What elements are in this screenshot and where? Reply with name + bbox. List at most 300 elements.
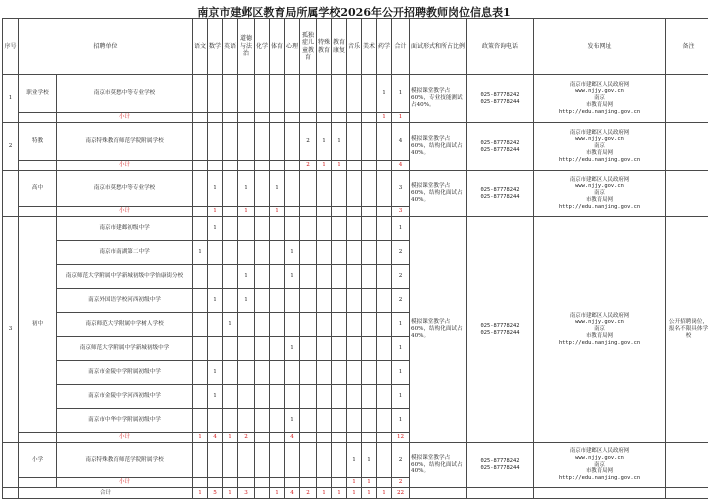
grand-total-label: 合计 xyxy=(19,488,193,499)
count-cell xyxy=(347,265,362,289)
seq-cell xyxy=(3,171,19,217)
count-cell xyxy=(377,337,392,361)
subtotal-count: 1 xyxy=(347,478,362,488)
count-cell xyxy=(270,217,285,241)
count-cell xyxy=(255,337,270,361)
seq-cell: 3 xyxy=(3,217,19,443)
total-cell: 2 xyxy=(392,443,410,478)
header-subject: 特殊教育 xyxy=(317,19,332,75)
subtotal-count xyxy=(362,207,377,217)
count-cell xyxy=(193,443,208,478)
count-cell xyxy=(270,337,285,361)
text-line: 025-87778244 xyxy=(480,146,520,153)
subtotal-count xyxy=(270,478,285,488)
site-cell xyxy=(534,171,666,217)
count-cell xyxy=(300,217,317,241)
text-line: 025-87778244 xyxy=(480,465,520,471)
count-cell xyxy=(238,385,255,409)
count-cell xyxy=(377,361,392,385)
phone-cell xyxy=(467,171,534,217)
subtotal-count xyxy=(317,113,332,123)
subtotal-count xyxy=(300,113,317,123)
grand-total-count: 1 xyxy=(362,488,377,499)
count-cell xyxy=(332,361,347,385)
count-cell xyxy=(238,443,255,478)
count-cell xyxy=(300,241,317,265)
text-line: 025-87778244 xyxy=(480,329,520,336)
count-cell xyxy=(317,361,332,385)
text-line: 南京 xyxy=(594,95,605,102)
subtotal-total: 3 xyxy=(392,207,410,217)
category-cell xyxy=(19,207,57,217)
subtotal-count xyxy=(193,207,208,217)
count-cell xyxy=(317,217,332,241)
text-line: http://edu.nanjing.gov.cn xyxy=(558,156,641,163)
count-cell xyxy=(362,385,377,409)
text-line: 南京市建邺区人民政府网 xyxy=(569,448,630,455)
header-site: 发布网址 xyxy=(534,19,666,75)
subtotal-count: 4 xyxy=(285,433,300,443)
category-cell: 职业学校 xyxy=(19,75,57,113)
count-cell xyxy=(223,289,238,313)
count-cell xyxy=(300,265,317,289)
header-subject: 体育 xyxy=(270,19,285,75)
count-cell xyxy=(255,171,270,207)
subtotal-count: 1 xyxy=(208,207,223,217)
grand-total-count: 1 xyxy=(332,488,347,499)
count-cell xyxy=(193,337,208,361)
text-line: www.njjy.gov.cn xyxy=(575,136,624,143)
grand-total-count xyxy=(255,488,270,499)
grand-total-count: 1 xyxy=(377,488,392,499)
subtotal-label: 小计 xyxy=(57,478,193,488)
count-cell xyxy=(270,313,285,337)
count-cell xyxy=(208,241,223,265)
subtotal-count xyxy=(223,113,238,123)
count-cell xyxy=(347,217,362,241)
count-cell xyxy=(270,289,285,313)
subtotal-total: 4 xyxy=(392,161,410,171)
count-cell: 1 xyxy=(317,123,332,161)
grand-total-count: 4 xyxy=(285,488,300,499)
count-cell xyxy=(270,241,285,265)
subtotal-count xyxy=(270,433,285,443)
text-line: 市教育局网 xyxy=(586,149,613,156)
count-cell xyxy=(347,241,362,265)
count-cell xyxy=(255,443,270,478)
category-cell: 小学 xyxy=(19,443,57,478)
header-subject: 心理 xyxy=(285,19,300,75)
seq-cell: 2 xyxy=(3,123,19,171)
subtotal-count xyxy=(362,433,377,443)
grand-total-count: 2 xyxy=(300,488,317,499)
header-unit: 招聘单位 xyxy=(19,19,193,75)
count-cell: 1 xyxy=(285,409,300,433)
seq-cell xyxy=(3,443,19,488)
subtotal-count xyxy=(317,433,332,443)
count-cell xyxy=(223,409,238,433)
grand-total-row xyxy=(3,488,708,499)
total-cell: 1 xyxy=(392,217,410,241)
subtotal-count xyxy=(332,433,347,443)
count-cell xyxy=(238,217,255,241)
count-cell xyxy=(285,171,300,207)
header-subject: 语文 xyxy=(193,19,208,75)
count-cell xyxy=(285,443,300,478)
count-cell xyxy=(270,361,285,385)
count-cell xyxy=(285,289,300,313)
count-cell: 1 xyxy=(208,385,223,409)
header-subject: 数学 xyxy=(208,19,223,75)
text-line: 南京 xyxy=(594,143,605,150)
subtotal-count xyxy=(193,478,208,488)
count-cell xyxy=(300,409,317,433)
grand-total-count: 1 xyxy=(347,488,362,499)
count-cell xyxy=(317,171,332,207)
count-cell xyxy=(377,171,392,207)
count-cell xyxy=(377,409,392,433)
text-line: www.njjy.gov.cn xyxy=(575,88,624,95)
count-cell xyxy=(362,361,377,385)
subtotal-count xyxy=(208,161,223,171)
text-line: 025-87778242 xyxy=(480,139,520,146)
note-cell: 公开招聘岗位，报名不限具体学校 xyxy=(666,217,708,443)
subtotal-count xyxy=(362,161,377,171)
subtotal-label: 小计 xyxy=(57,113,193,123)
table-row xyxy=(3,171,708,207)
count-cell xyxy=(285,385,300,409)
subtotal-count xyxy=(362,113,377,123)
count-cell: 1 xyxy=(285,265,300,289)
table-row xyxy=(3,123,708,161)
count-cell xyxy=(285,313,300,337)
subtotal-label: 小计 xyxy=(57,433,193,443)
count-cell: 1 xyxy=(270,171,285,207)
count-cell: 1 xyxy=(238,265,255,289)
count-cell: 1 xyxy=(238,171,255,207)
count-cell xyxy=(285,217,300,241)
count-cell xyxy=(208,313,223,337)
count-cell xyxy=(193,265,208,289)
subtotal-count xyxy=(300,207,317,217)
count-cell xyxy=(377,241,392,265)
phone-cell xyxy=(467,75,534,123)
total-cell: 4 xyxy=(392,123,410,161)
empty-cell xyxy=(666,488,708,499)
count-cell xyxy=(238,361,255,385)
category-cell xyxy=(19,478,57,488)
text-line: 南京市建邺区人民政府网 xyxy=(569,129,630,136)
count-cell xyxy=(223,123,238,161)
count-cell xyxy=(377,123,392,161)
subtotal-label: 小计 xyxy=(57,161,193,171)
count-cell xyxy=(362,337,377,361)
header-subject: 英语 xyxy=(223,19,238,75)
count-cell xyxy=(347,313,362,337)
header-exam: 面试形式和所占比例 xyxy=(410,19,467,75)
count-cell xyxy=(193,171,208,207)
subtotal-count: 1 xyxy=(193,433,208,443)
total-cell: 1 xyxy=(392,337,410,361)
subtotal-count xyxy=(332,478,347,488)
count-cell xyxy=(193,385,208,409)
subtotal-count xyxy=(223,161,238,171)
count-cell xyxy=(317,313,332,337)
subtotal-count xyxy=(238,113,255,123)
count-cell: 1 xyxy=(238,289,255,313)
text-line: www.njjy.gov.cn xyxy=(575,319,624,326)
header-subject: 教育康复 xyxy=(332,19,347,75)
count-cell xyxy=(223,241,238,265)
subtotal-count xyxy=(223,478,238,488)
count-cell xyxy=(332,289,347,313)
empty-cell xyxy=(534,488,666,499)
phone-cell xyxy=(467,217,534,443)
subtotal-count xyxy=(317,478,332,488)
subtotal-count xyxy=(193,161,208,171)
subtotal-count xyxy=(377,433,392,443)
subtotal-count xyxy=(270,161,285,171)
count-cell xyxy=(285,361,300,385)
count-cell xyxy=(300,337,317,361)
count-cell: 1 xyxy=(208,361,223,385)
subtotal-count: 1 xyxy=(238,207,255,217)
unit-cell: 南京市莫愁中等专业学校 xyxy=(57,75,193,113)
count-cell xyxy=(317,241,332,265)
note-cell xyxy=(666,171,708,217)
count-cell xyxy=(208,409,223,433)
exam-cell: 模拟课堂教学占60%，结构化面试占40%。 xyxy=(410,123,467,171)
text-line: 025-87778242 xyxy=(480,322,520,329)
count-cell xyxy=(255,217,270,241)
header-subject: 药学 xyxy=(377,19,392,75)
subtotal-count xyxy=(332,113,347,123)
seq-cell xyxy=(3,488,19,499)
text-line: 市教育局网 xyxy=(586,196,613,203)
unit-cell: 南京市建邺初级中学 xyxy=(57,217,193,241)
text-line: 025-87778242 xyxy=(480,91,520,98)
grand-total-count: 5 xyxy=(208,488,223,499)
count-cell xyxy=(347,123,362,161)
count-cell xyxy=(347,361,362,385)
subtotal-count xyxy=(285,207,300,217)
note-cell xyxy=(666,123,708,171)
count-cell xyxy=(362,241,377,265)
count-cell xyxy=(332,241,347,265)
count-cell xyxy=(223,337,238,361)
site-cell xyxy=(534,75,666,123)
empty-cell xyxy=(467,488,534,499)
text-line: http://edu.nanjing.gov.cn xyxy=(558,339,641,346)
subtotal-count xyxy=(208,478,223,488)
count-cell xyxy=(317,265,332,289)
count-cell xyxy=(255,409,270,433)
header-subject: 音乐 xyxy=(347,19,362,75)
count-cell: 1 xyxy=(208,171,223,207)
subtotal-count xyxy=(347,433,362,443)
count-cell xyxy=(332,171,347,207)
exam-cell: 模拟课堂教学占60%，专业技能测试占40%。 xyxy=(410,75,467,123)
count-cell xyxy=(208,75,223,113)
subtotal-count xyxy=(377,207,392,217)
count-cell xyxy=(362,123,377,161)
grand-total-count: 1 xyxy=(270,488,285,499)
subtotal-count xyxy=(255,161,270,171)
subtotal-count: 2 xyxy=(300,161,317,171)
count-cell xyxy=(300,171,317,207)
count-cell xyxy=(208,123,223,161)
text-line: 025-87778244 xyxy=(480,193,520,200)
count-cell xyxy=(223,217,238,241)
total-cell: 1 xyxy=(392,409,410,433)
count-cell xyxy=(317,75,332,113)
count-cell xyxy=(300,443,317,478)
note-cell xyxy=(666,443,708,488)
table-row xyxy=(3,443,708,478)
subtotal-count xyxy=(255,478,270,488)
count-cell xyxy=(362,75,377,113)
count-cell xyxy=(238,337,255,361)
count-cell xyxy=(223,75,238,113)
count-cell xyxy=(377,217,392,241)
count-cell xyxy=(255,289,270,313)
total-cell: 1 xyxy=(392,75,410,113)
category-cell xyxy=(19,433,57,443)
text-line: 南京 xyxy=(594,190,605,197)
count-cell xyxy=(317,337,332,361)
subtotal-total: 2 xyxy=(392,478,410,488)
subtotal-count: 1 xyxy=(223,433,238,443)
subtotal-count xyxy=(193,113,208,123)
site-cell xyxy=(534,217,666,443)
category-cell xyxy=(19,113,57,123)
subtotal-count: 1 xyxy=(362,478,377,488)
subtotal-count xyxy=(285,161,300,171)
count-cell xyxy=(193,409,208,433)
subtotal-count: 4 xyxy=(208,433,223,443)
count-cell xyxy=(362,409,377,433)
count-cell: 1 xyxy=(285,337,300,361)
count-cell xyxy=(270,123,285,161)
text-line: 南京 xyxy=(594,326,605,333)
count-cell: 1 xyxy=(193,241,208,265)
count-cell xyxy=(347,337,362,361)
count-cell xyxy=(223,361,238,385)
count-cell xyxy=(255,265,270,289)
count-cell xyxy=(317,409,332,433)
count-cell xyxy=(300,385,317,409)
count-cell xyxy=(285,123,300,161)
count-cell xyxy=(362,217,377,241)
category-cell: 高中 xyxy=(19,171,57,207)
header-subject: 美术 xyxy=(362,19,377,75)
subtotal-count xyxy=(270,113,285,123)
text-line: 南京市建邺区人民政府网 xyxy=(569,312,630,319)
header-seq: 序号 xyxy=(3,19,19,75)
count-cell xyxy=(238,75,255,113)
subtotal-count xyxy=(377,161,392,171)
count-cell xyxy=(270,75,285,113)
count-cell xyxy=(270,265,285,289)
subtotal-count xyxy=(238,478,255,488)
unit-cell: 南京市金陵中学河西初级中学 xyxy=(57,385,193,409)
unit-cell: 南京师范大学附属中学树人学校 xyxy=(57,313,193,337)
phone-cell xyxy=(467,443,534,488)
category-cell xyxy=(19,161,57,171)
count-cell: 1 xyxy=(377,75,392,113)
text-line: 南京市建邺区人民政府网 xyxy=(569,176,630,183)
subtotal-total: 12 xyxy=(392,433,410,443)
header-row xyxy=(3,19,708,75)
count-cell xyxy=(193,75,208,113)
unit-cell: 南京师范大学附属中学新城初级中学 xyxy=(57,337,193,361)
count-cell xyxy=(332,443,347,478)
count-cell xyxy=(332,409,347,433)
header-total: 合计 xyxy=(392,19,410,75)
subtotal-total: 1 xyxy=(392,113,410,123)
subtotal-count xyxy=(255,207,270,217)
total-cell: 2 xyxy=(392,265,410,289)
subtotal-count: 1 xyxy=(270,207,285,217)
count-cell xyxy=(193,217,208,241)
count-cell xyxy=(193,361,208,385)
count-cell xyxy=(347,75,362,113)
text-line: 南京 xyxy=(594,461,605,468)
text-line: 025-87778242 xyxy=(480,458,520,465)
recruitment-table xyxy=(2,18,708,499)
count-cell xyxy=(255,241,270,265)
text-line: 市教育局网 xyxy=(586,332,613,339)
subtotal-count xyxy=(223,207,238,217)
count-cell xyxy=(238,313,255,337)
count-cell xyxy=(238,409,255,433)
count-cell: 2 xyxy=(300,123,317,161)
table-row xyxy=(3,75,708,113)
count-cell xyxy=(362,289,377,313)
text-line: http://edu.nanjing.gov.cn xyxy=(558,203,641,210)
phone-cell xyxy=(467,123,534,171)
total-cell: 2 xyxy=(392,289,410,313)
count-cell: 1 xyxy=(208,289,223,313)
count-cell xyxy=(300,361,317,385)
count-cell xyxy=(332,75,347,113)
count-cell xyxy=(238,241,255,265)
grand-total-count: 1 xyxy=(223,488,238,499)
unit-cell: 南京师范大学附属中学新城初级中学怡康街分校 xyxy=(57,265,193,289)
site-cell xyxy=(534,443,666,488)
count-cell xyxy=(300,313,317,337)
header-subject: 孤独症儿童教育 xyxy=(300,19,317,75)
category-cell: 初中 xyxy=(19,217,57,433)
count-cell: 1 xyxy=(347,443,362,478)
subtotal-count: 1 xyxy=(317,161,332,171)
count-cell xyxy=(377,443,392,478)
count-cell xyxy=(255,385,270,409)
count-cell xyxy=(285,75,300,113)
count-cell xyxy=(347,171,362,207)
table-body xyxy=(3,75,708,499)
grand-total-count: 1 xyxy=(317,488,332,499)
count-cell xyxy=(255,75,270,113)
unit-cell: 南京外国语学校河西初级中学 xyxy=(57,289,193,313)
count-cell xyxy=(347,409,362,433)
subtotal-count xyxy=(347,113,362,123)
count-cell xyxy=(317,443,332,478)
subtotal-count xyxy=(347,207,362,217)
unit-cell: 南京市金陵中学附属初级中学 xyxy=(57,361,193,385)
category-cell: 特教 xyxy=(19,123,57,161)
unit-cell: 南京特殊教育师范学院附属学校 xyxy=(57,443,193,478)
